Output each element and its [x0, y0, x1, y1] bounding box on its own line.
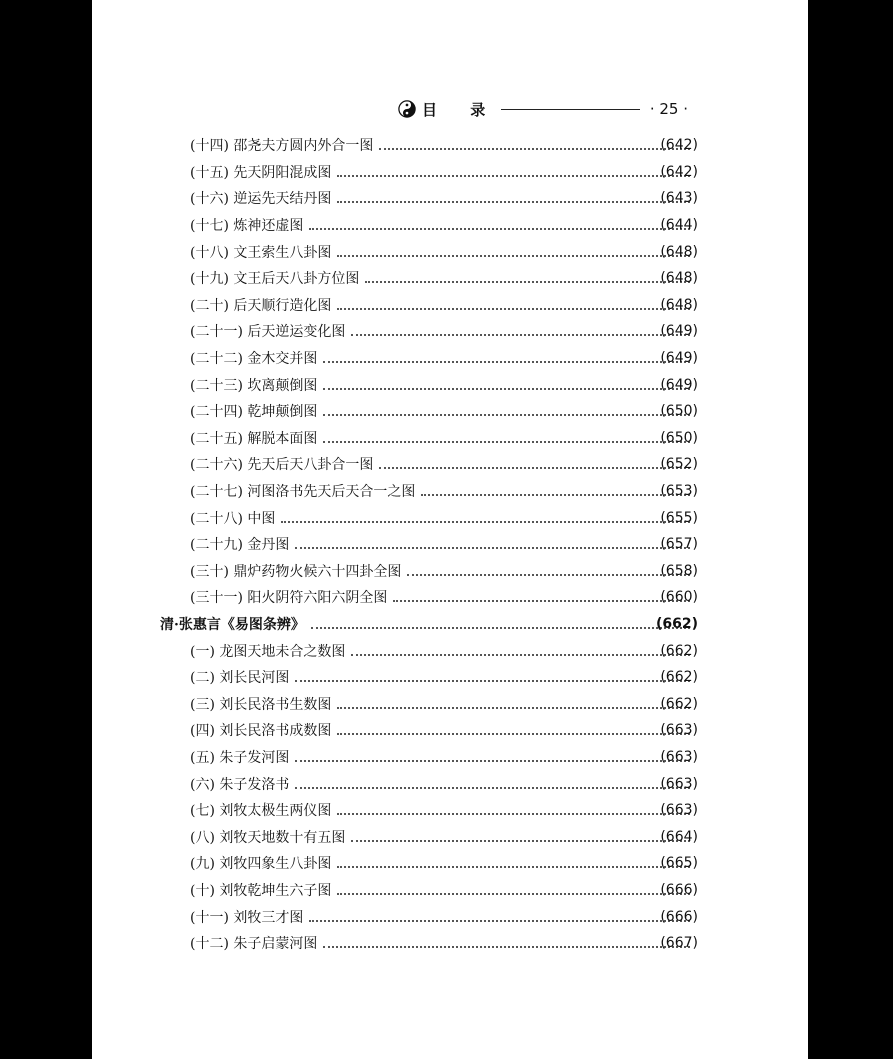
entry-page-number: (657) — [660, 536, 698, 553]
entry-page-number: (642) — [660, 163, 698, 180]
dot-leader — [379, 467, 690, 469]
entry-label: (二十四) 乾坤颠倒图 — [190, 404, 318, 421]
entry-page-number: (655) — [660, 509, 698, 526]
toc-entry — [92, 425, 808, 452]
entry-label: (二十九) 金丹图 — [190, 537, 290, 554]
dot-leader — [323, 388, 690, 390]
dot-leader — [323, 414, 690, 416]
entry-label: (八) 刘牧天地数十有五图 — [190, 829, 346, 846]
table-of-contents — [92, 132, 808, 956]
dot-leader — [309, 228, 690, 230]
entry-page-number: (664) — [660, 828, 698, 845]
toc-entry — [92, 292, 808, 319]
entry-label: (二十二) 金木交并图 — [190, 351, 318, 368]
toc-entry — [92, 930, 808, 957]
entry-label: (五) 朱子发河图 — [190, 749, 290, 766]
entry-label: (十七) 炼神还虚图 — [190, 218, 304, 235]
entry-page-number: (660) — [660, 589, 698, 606]
entry-page-number: (658) — [660, 562, 698, 579]
entry-label: (十) 刘牧乾坤生六子图 — [190, 882, 332, 899]
yin-yang-icon — [398, 100, 416, 118]
entry-label: (十二) 朱子启蒙河图 — [190, 936, 318, 953]
entry-page-number: (662) — [655, 615, 698, 632]
toc-entry — [92, 850, 808, 877]
toc-entry — [92, 823, 808, 850]
dot-leader — [323, 946, 690, 948]
entry-label: 清·张惠言《易图条辨》 — [160, 616, 305, 633]
dot-leader — [337, 813, 690, 815]
dot-leader — [337, 893, 690, 895]
dot-leader — [337, 308, 690, 310]
toc-entry — [92, 690, 808, 717]
entry-page-number: (649) — [660, 323, 698, 340]
entry-label: (十一) 刘牧三才图 — [190, 909, 304, 926]
entry-label: (十八) 文王索生八卦图 — [190, 244, 332, 261]
toc-entry — [92, 318, 808, 345]
entry-page-number: (666) — [660, 908, 698, 925]
dot-leader — [337, 255, 690, 257]
dot-leader — [295, 760, 690, 762]
entry-page-number: (666) — [660, 881, 698, 898]
entry-page-number: (663) — [660, 722, 698, 739]
page-number: · 25 · — [649, 100, 688, 118]
entry-page-number: (648) — [660, 296, 698, 313]
dot-leader — [351, 654, 690, 656]
dot-leader — [337, 733, 690, 735]
entry-label: (一) 龙图天地未合之数图 — [190, 643, 346, 660]
entry-page-number: (648) — [660, 270, 698, 287]
toc-entry — [92, 877, 808, 904]
dot-leader — [295, 787, 690, 789]
toc-entry — [92, 132, 808, 159]
entry-page-number: (643) — [660, 190, 698, 207]
entry-page-number: (663) — [660, 802, 698, 819]
entry-page-number: (663) — [660, 775, 698, 792]
toc-entry — [92, 212, 808, 239]
toc-entry — [92, 770, 808, 797]
toc-entry — [92, 584, 808, 611]
entry-page-number: (644) — [660, 217, 698, 234]
dot-leader — [351, 840, 690, 842]
dot-leader — [281, 521, 690, 523]
entry-label: (十四) 邵尧夫方圆内外合一图 — [190, 138, 374, 155]
entry-page-number: (652) — [660, 456, 698, 473]
toc-entry — [92, 797, 808, 824]
header-title: 目 录 — [422, 100, 500, 119]
entry-label: (二十三) 坎离颠倒图 — [190, 377, 318, 394]
entry-page-number: (662) — [660, 695, 698, 712]
dot-leader — [351, 334, 690, 336]
dot-leader — [379, 148, 690, 150]
toc-entry — [92, 345, 808, 372]
entry-page-number: (649) — [660, 350, 698, 367]
dot-leader — [407, 574, 690, 576]
dot-leader — [323, 441, 690, 443]
entry-label: (十九) 文王后天八卦方位图 — [190, 271, 360, 288]
entry-label: (六) 朱子发洛书 — [190, 776, 290, 793]
entry-label: (十五) 先天阴阳混成图 — [190, 164, 332, 181]
entry-page-number: (667) — [660, 935, 698, 952]
dot-leader — [337, 866, 690, 868]
toc-entry — [92, 637, 808, 664]
dot-leader — [337, 201, 690, 203]
toc-entry — [92, 238, 808, 265]
entry-page-number: (665) — [660, 855, 698, 872]
toc-entry — [92, 398, 808, 425]
toc-entry — [92, 265, 808, 292]
dot-leader — [309, 920, 690, 922]
entry-page-number: (662) — [660, 642, 698, 659]
entry-page-number: (663) — [660, 748, 698, 765]
toc-entry — [92, 744, 808, 771]
dot-leader — [323, 361, 690, 363]
entry-label: (二十五) 解脱本面图 — [190, 430, 318, 447]
entry-page-number: (649) — [660, 376, 698, 393]
entry-label: (三) 刘长民洛书生数图 — [190, 696, 332, 713]
toc-entry — [92, 717, 808, 744]
entry-label: (九) 刘牧四象生八卦图 — [190, 856, 332, 873]
dot-leader — [393, 600, 690, 602]
dot-leader — [421, 494, 690, 496]
dot-leader — [365, 281, 690, 283]
entry-page-number: (648) — [660, 243, 698, 260]
entry-page-number: (650) — [660, 429, 698, 446]
entry-page-number: (662) — [660, 669, 698, 686]
toc-entry — [92, 451, 808, 478]
entry-label: (三十一) 阳火阴符六阳六阴全图 — [190, 590, 388, 607]
dot-leader — [311, 627, 690, 629]
toc-entry — [92, 664, 808, 691]
entry-label: (四) 刘长民洛书成数图 — [190, 723, 332, 740]
entry-label: (十六) 逆运先天结丹图 — [190, 191, 332, 208]
entry-label: (二十八) 中图 — [190, 510, 276, 527]
toc-entry — [92, 504, 808, 531]
toc-entry — [92, 478, 808, 505]
dot-leader — [295, 547, 690, 549]
toc-entry — [92, 185, 808, 212]
entry-label: (二十七) 河图洛书先天后天合一之图 — [190, 484, 416, 501]
page-header — [398, 96, 688, 122]
toc-entry — [92, 531, 808, 558]
entry-page-number: (650) — [660, 403, 698, 420]
toc-entry — [92, 558, 808, 585]
toc-entry — [92, 371, 808, 398]
entry-label: (二十六) 先天后天八卦合一图 — [190, 457, 374, 474]
dot-leader — [337, 707, 690, 709]
toc-section-entry — [92, 611, 808, 638]
entry-page-number: (653) — [660, 483, 698, 500]
toc-entry — [92, 903, 808, 930]
dot-leader — [295, 680, 690, 682]
entry-label: (三十) 鼎炉药物火候六十四卦全图 — [190, 563, 402, 580]
book-page — [92, 0, 808, 1059]
toc-entry — [92, 159, 808, 186]
entry-label: (二) 刘长民河图 — [190, 670, 290, 687]
entry-label: (七) 刘牧太极生两仪图 — [190, 803, 332, 820]
entry-page-number: (642) — [660, 137, 698, 154]
entry-label: (二十一) 后天逆运变化图 — [190, 324, 346, 341]
dot-leader — [337, 175, 690, 177]
header-rule — [501, 109, 640, 110]
entry-label: (二十) 后天顺行造化图 — [190, 297, 332, 314]
